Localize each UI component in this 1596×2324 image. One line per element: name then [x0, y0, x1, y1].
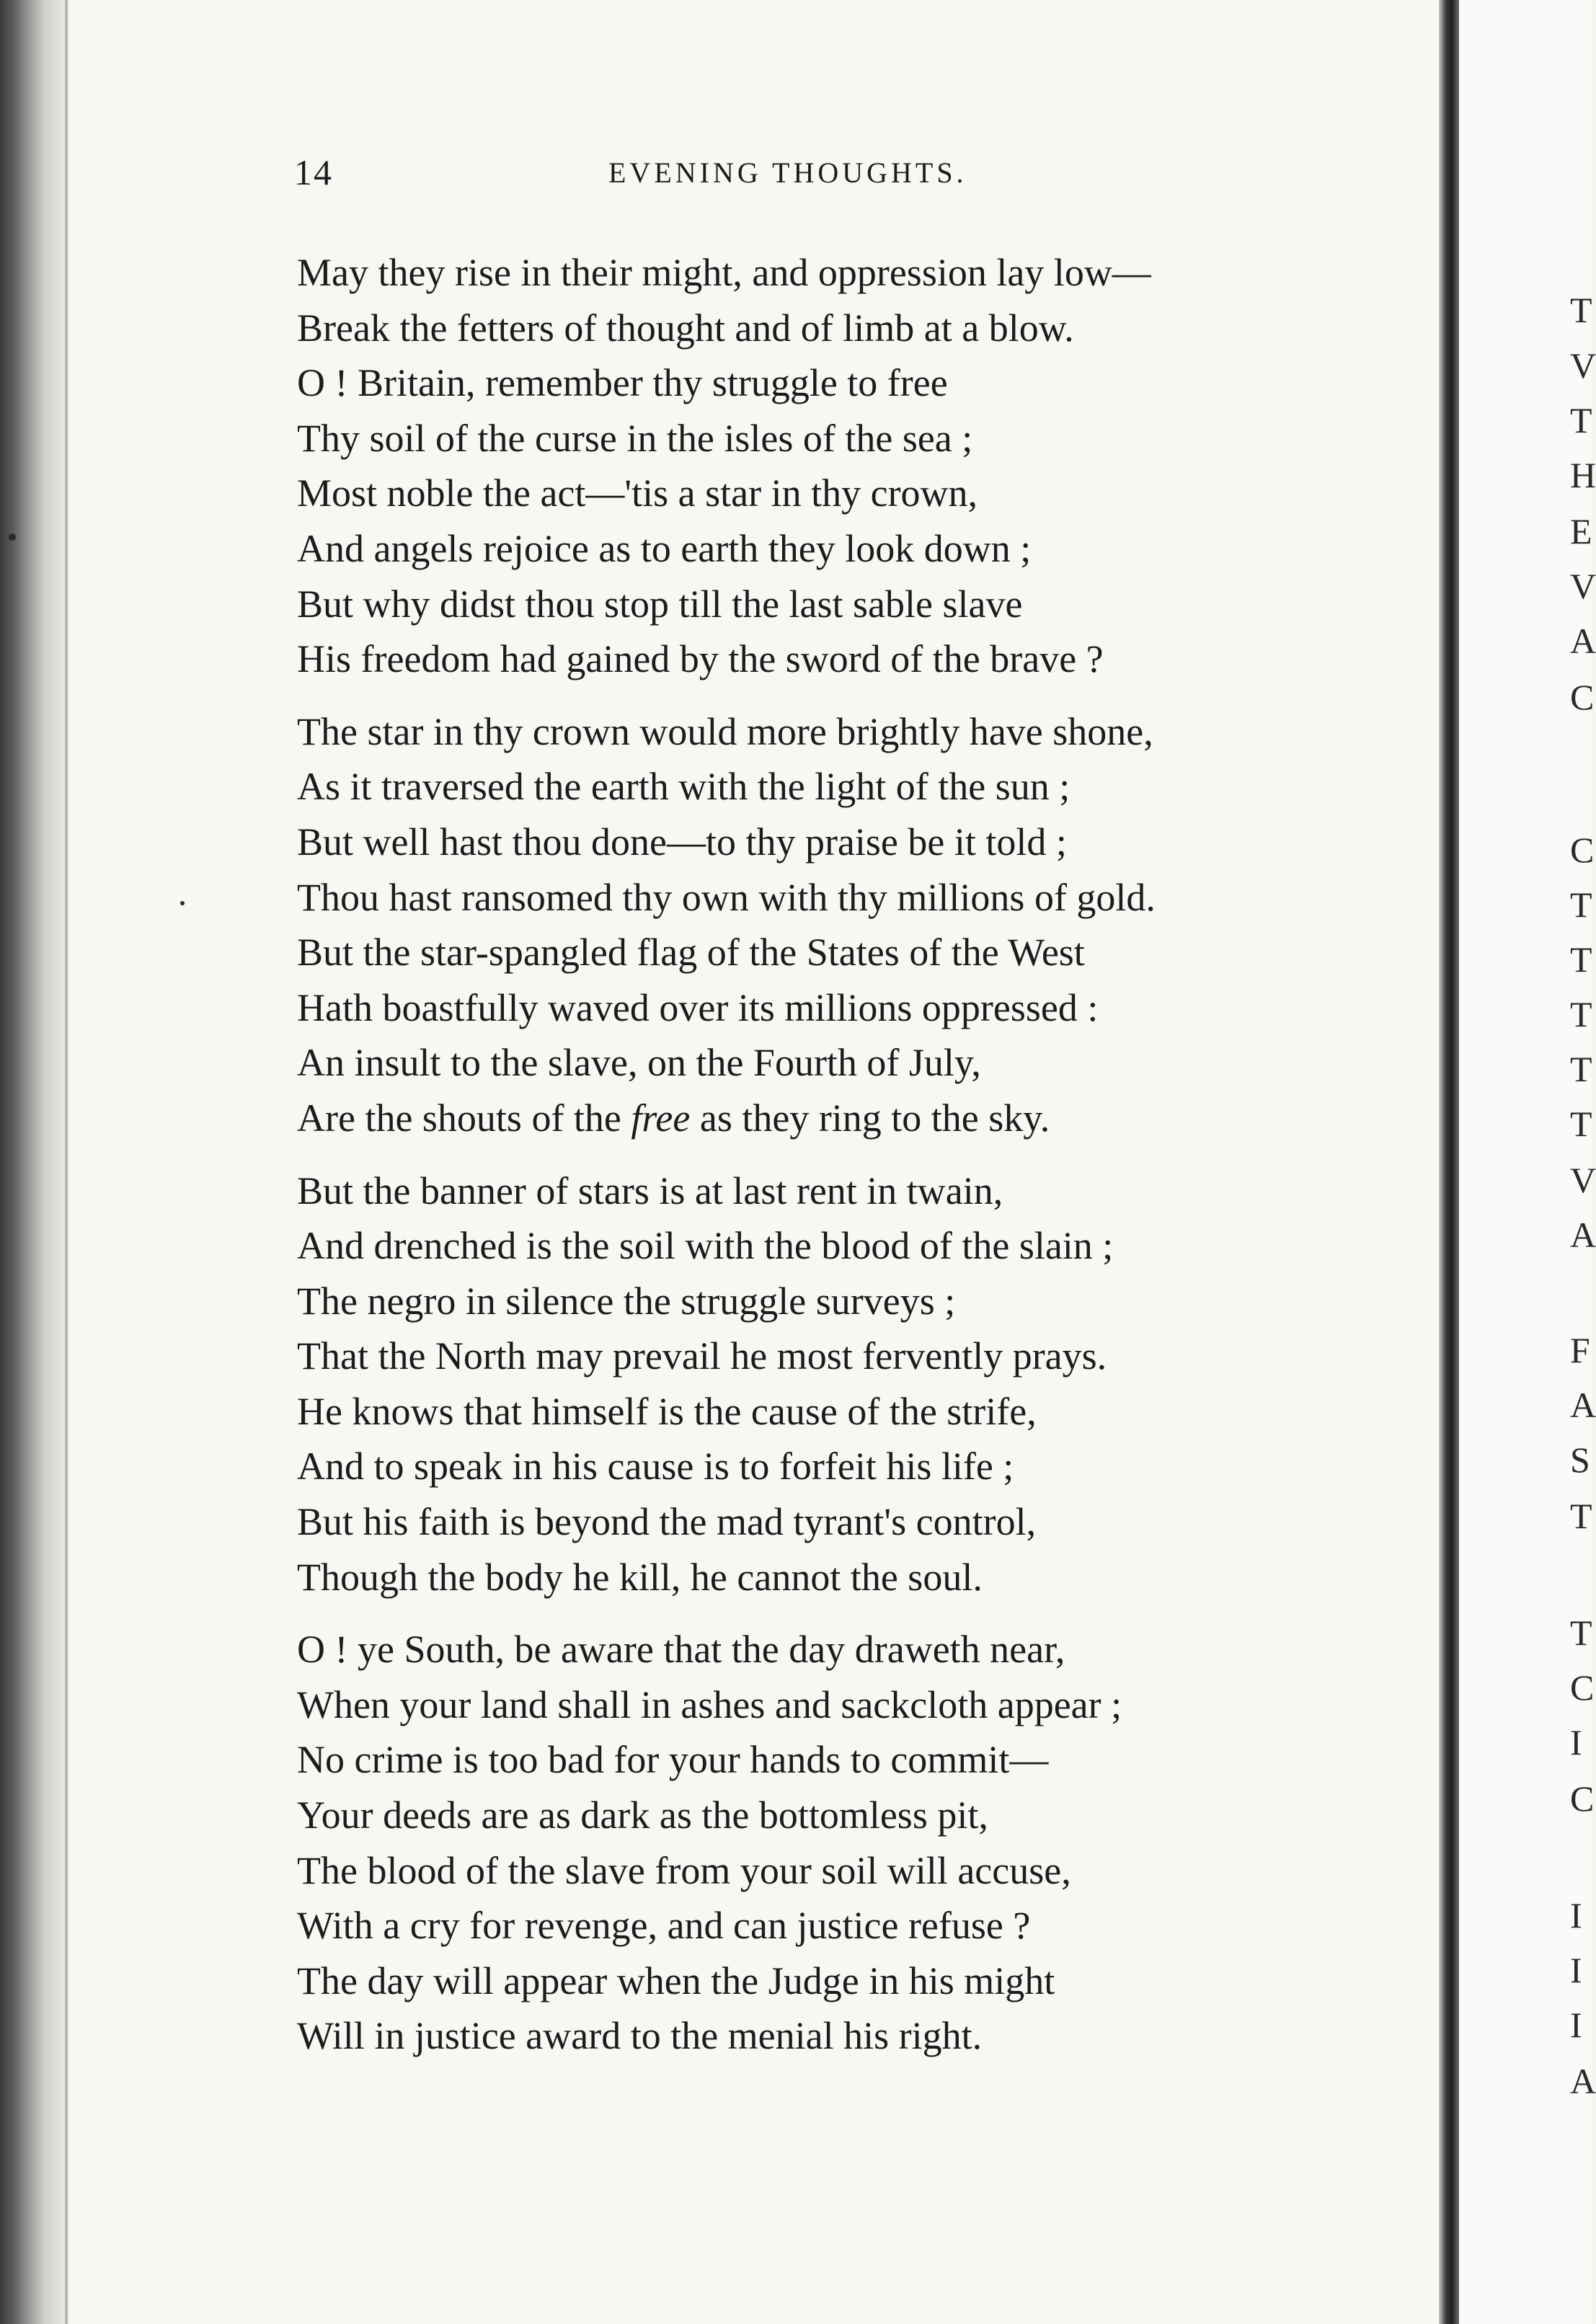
- facing-page-letter: T: [1570, 1613, 1592, 1653]
- facing-page-letter: T: [1570, 290, 1592, 330]
- poem-line: But well hast thou done—to thy praise be it told ;: [297, 820, 1067, 864]
- ink-speck: [180, 901, 185, 905]
- poem-line: But the banner of stars is at last rent in twain,: [297, 1168, 1003, 1212]
- poem-line: The blood of the slave from your soil will accuse,: [297, 1848, 1071, 1892]
- facing-page-letter: I: [1570, 1895, 1582, 1935]
- facing-page-letter: I: [1570, 2005, 1582, 2045]
- poem-line: An insult to the slave, on the Fourth of July,: [297, 1041, 981, 1085]
- facing-page-letter: T: [1570, 939, 1592, 980]
- poem-line: That the North may prevail he most fervently prays.: [297, 1334, 1107, 1378]
- poem-line: Your deeds are as dark as the bottomless pit,: [297, 1793, 988, 1837]
- stanza-4: [297, 1622, 1422, 2064]
- poem-line: As it traversed the earth with the light of the sun ;: [297, 765, 1070, 809]
- poem-line: Thou hast ransomed thy own with thy millions of gold.: [297, 875, 1156, 919]
- facing-page-letter: I: [1570, 1722, 1582, 1762]
- stanza-2: [297, 704, 1422, 1146]
- line-text: Are the shouts of the: [297, 1096, 631, 1140]
- facing-page-letter: V: [1570, 566, 1596, 606]
- facing-page-letter: H: [1570, 455, 1596, 495]
- facing-page-letter: V: [1570, 345, 1596, 386]
- facing-page-letter: C: [1570, 1778, 1595, 1819]
- facing-page-letter: C: [1570, 677, 1595, 717]
- poem-line: May they rise in their might, and oppression lay low—: [297, 251, 1151, 294]
- facing-page-letter: V: [1570, 1160, 1596, 1200]
- line-text: as they ring to the sky.: [690, 1096, 1050, 1140]
- poem-line: Though the body he kill, he cannot the soul.: [297, 1555, 983, 1599]
- poem-line: But his faith is beyond the mad tyrant's control,: [297, 1500, 1037, 1544]
- stanza-3: [297, 1163, 1422, 1605]
- poem-line: The day will appear when the Judge in his might: [297, 1959, 1055, 2003]
- poem-line: And angels rejoice as to earth they look down ;: [297, 526, 1032, 570]
- poem-line: And drenched is the soil with the blood of the slain ;: [297, 1224, 1114, 1268]
- poem-line: Thy soil of the curse in the isles of the sea ;: [297, 416, 973, 460]
- poem-line: But the star-spangled flag of the States of the West: [297, 931, 1085, 975]
- facing-page-letter: I: [1570, 1950, 1582, 1990]
- poem-line: O ! ye South, be aware that the day draweth near,: [297, 1628, 1065, 1672]
- page-number: 14: [294, 152, 333, 192]
- poem-line-with-italic: [297, 1091, 1422, 1146]
- facing-page-letter: E: [1570, 511, 1592, 551]
- poem-line: With a cry for revenge, and can justice refuse ?: [297, 1904, 1031, 1948]
- facing-page-letter: A: [1570, 621, 1596, 661]
- facing-page-letter: A: [1570, 1385, 1596, 1425]
- poem-line: But why didst thou stop till the last sable slave: [297, 582, 1023, 626]
- facing-page-letter: A: [1570, 1215, 1596, 1255]
- poem-line: The star in thy crown would more brightly have shone,: [297, 709, 1153, 753]
- poem-line: And to speak in his cause is to forfeit his life ;: [297, 1445, 1014, 1489]
- poem-line: Break the fetters of thought and of limb at a blow.: [297, 306, 1074, 350]
- ink-speck: [9, 533, 16, 541]
- facing-page-letter: T: [1570, 1496, 1592, 1536]
- poem-line: O ! Britain, remember thy struggle to free: [297, 361, 948, 405]
- poem-body: [297, 245, 1422, 2081]
- poem-line: Hath boastfully waved over its millions oppressed :: [297, 985, 1099, 1029]
- page-header: [294, 151, 1448, 209]
- facing-page-letter: A: [1570, 2061, 1596, 2101]
- facing-page-letter: T: [1570, 884, 1592, 925]
- binding-shadow-line: [65, 0, 68, 2324]
- italic-word: free: [631, 1096, 691, 1140]
- running-head: EVENING THOUGHTS.: [608, 156, 967, 189]
- poem-line: No crime is too bad for your hands to commit—: [297, 1738, 1049, 1782]
- facing-page-letter: T: [1570, 994, 1592, 1034]
- facing-page-letter: T: [1570, 400, 1592, 440]
- facing-page-letter: S: [1570, 1440, 1590, 1480]
- facing-page-letter: F: [1570, 1330, 1590, 1370]
- stanza-1: [297, 245, 1422, 687]
- poem-line: He knows that himself is the cause of the strife,: [297, 1389, 1037, 1433]
- page-gutter: [1439, 0, 1459, 2324]
- poem-line: His freedom had gained by the sword of the brave ?: [297, 637, 1104, 681]
- poem-line: When your land shall in ashes and sackcloth appear ;: [297, 1682, 1122, 1726]
- facing-page-letter: T: [1570, 1049, 1592, 1089]
- facing-page-letter: T: [1570, 1104, 1592, 1144]
- poem-line: Most noble the act—'tis a star in thy crown,: [297, 471, 978, 515]
- facing-page-letter: C: [1570, 1667, 1595, 1708]
- poem-line: The negro in silence the struggle surveys ;: [297, 1279, 956, 1323]
- facing-page-letter: C: [1570, 830, 1595, 870]
- poem-line: Will in justice award to the menial his right.: [297, 2014, 983, 2058]
- book-binding-edge: [0, 0, 69, 2324]
